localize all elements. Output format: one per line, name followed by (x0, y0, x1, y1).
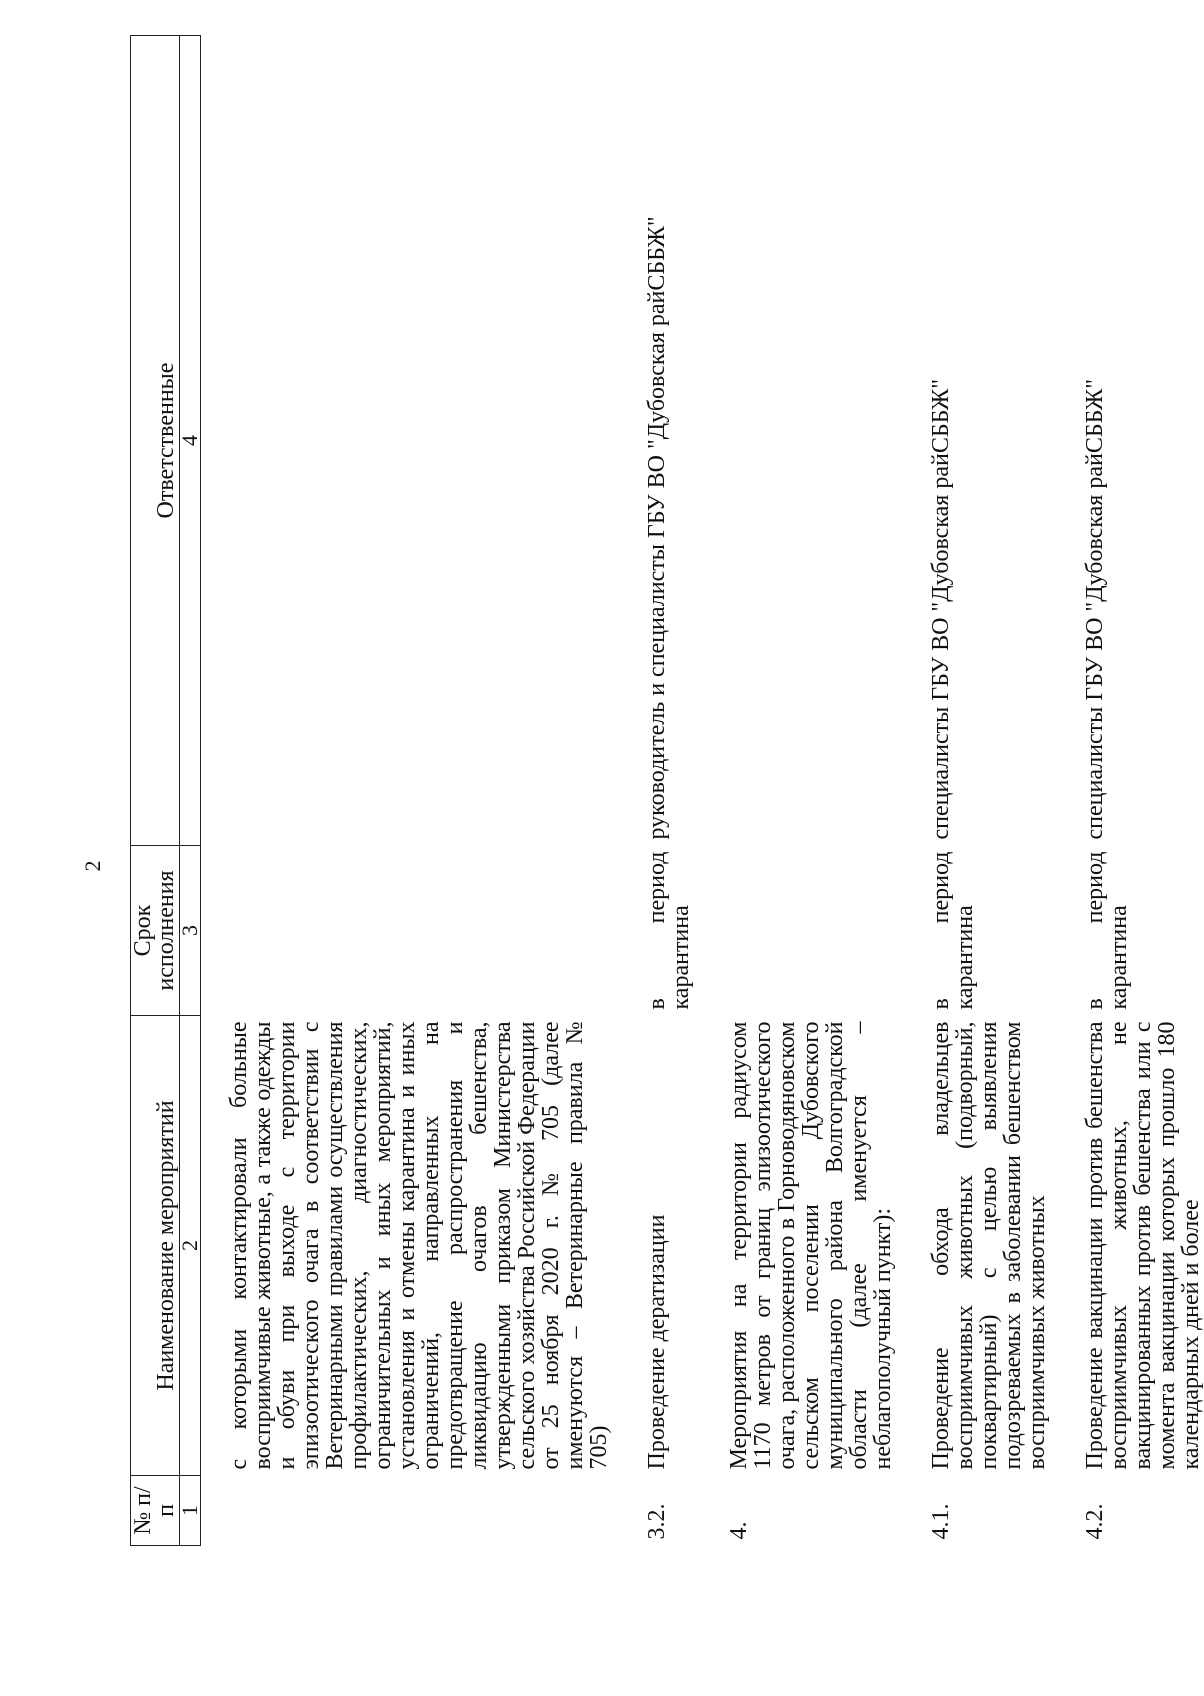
table-row (1049, 36, 1203, 1546)
row-num: 4.1. (928, 1503, 955, 1540)
row-name: Проведение вакцинации против бешенства восприимчивых животных, не вакцинированных против бешенства или с момента вакцинации которых прошло 180 календарных дней и более (1082, 1021, 1204, 1470)
row-name: Проведение обхода владельцев восприимчивых животных (подворный, поквартирный) с целью выявления подозреваемых в заболевании бешенством восприимчивых животных (928, 1021, 1051, 1470)
table-row (693, 36, 895, 1546)
column-number-3: 3 (179, 846, 201, 1016)
row-num: 3.2. (644, 1503, 671, 1540)
row-responsible (693, 36, 895, 846)
row-term (201, 846, 612, 1016)
row-term (693, 846, 895, 1016)
header-name: Наименование мероприятий (131, 1016, 180, 1476)
row-name: Мероприятия на территории радиусом 1170 метров от границ эпизоотического очага, расположенного в Горноводяновском сельском поселении Дубовского муниципального района Волгоградской области (далее именуется – неблагополучный пункт): (726, 1021, 897, 1470)
table-row (611, 36, 693, 1546)
row-num: 4.2. (1082, 1503, 1109, 1540)
row-responsible: специалисты ГБУ ВО "Дубовская райСББЖ" (1082, 378, 1109, 840)
row-responsible: специалисты ГБУ ВО "Дубовская райСББЖ" (928, 378, 955, 840)
header-term: Срок исполнения (131, 846, 180, 1016)
column-number-4: 4 (179, 36, 201, 846)
measures-table (130, 35, 1203, 1546)
row-term: в период карантина (1082, 851, 1133, 1010)
page-number: 2 (80, 860, 105, 872)
row-num: 4. (726, 1521, 753, 1540)
table-row (895, 36, 1049, 1546)
table-row (201, 36, 612, 1546)
column-number-2: 2 (179, 1016, 201, 1476)
column-number-row (179, 36, 201, 1546)
header-num: № п/п (131, 1476, 180, 1546)
row-responsible (201, 36, 612, 846)
row-term: в период карантина (928, 851, 979, 1010)
row-num (201, 1476, 612, 1546)
header-row (131, 36, 180, 1546)
row-name: Проведение дератизации (644, 1214, 671, 1470)
row-term: в период карантина (644, 851, 695, 1010)
column-number-1: 1 (179, 1476, 201, 1546)
row-responsible: руководитель и специалисты ГБУ ВО "Дубовская райСББЖ" (644, 216, 671, 840)
row-name: с которыми контактировали больные восприимчивые животные, а также одежды и обуви при выходе с территории эпизоотического очага в соответствии с Ветеринарными правилами осуществления профилактических, диагностических, ограничительных и иных мероприятий, установления и отмены карантина и иных ограничений, направленных на предотвращение распространения и ликвидацию очагов бешенства, утвержденными приказом Министерства сельского хозяйства Российской Федерации от 25 ноября 2020 г. № 705 (далее именуются – Ветеринарные правила № 705) (226, 1021, 613, 1470)
header-responsible: Ответственные (131, 36, 180, 846)
